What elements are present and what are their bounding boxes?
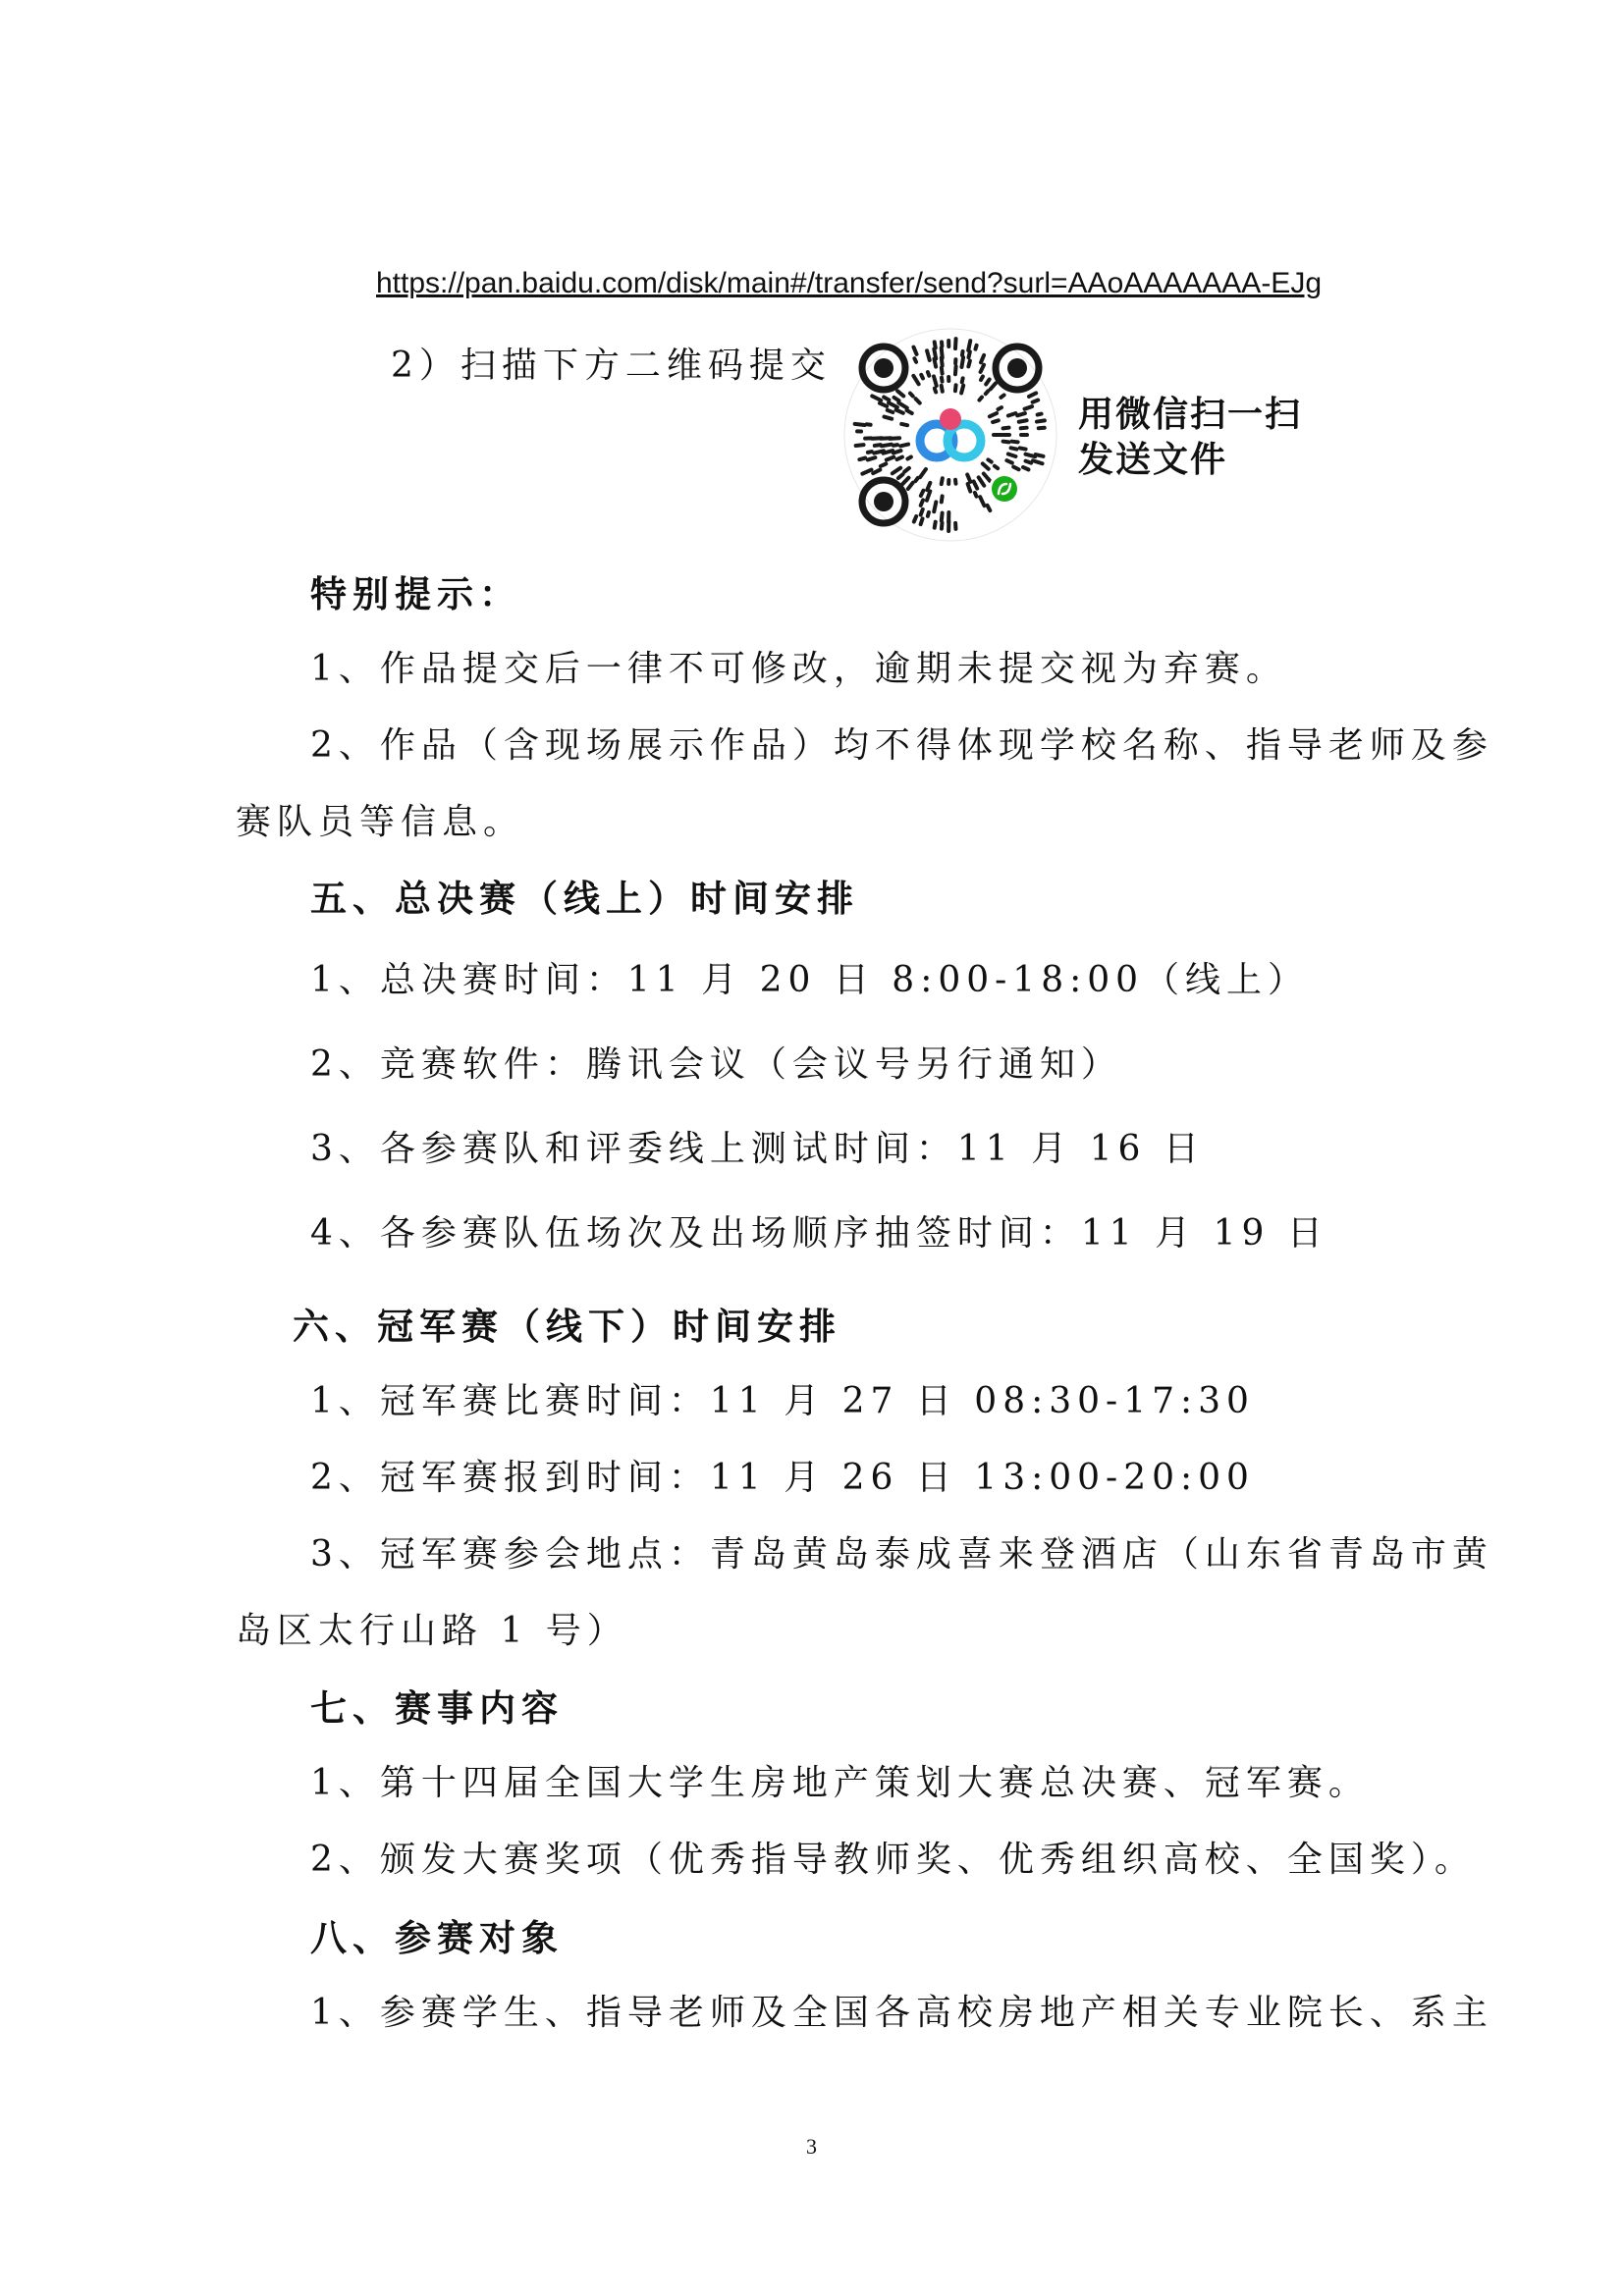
qr-dot [934,502,936,511]
qr-dot [1033,460,1043,463]
qr-dot [968,341,970,350]
qr-dot [962,351,963,355]
qr-dot [942,347,943,357]
qr-dot [998,407,1001,409]
qr-dot [888,410,893,412]
qr-dot [961,386,963,394]
section-item: 2、颁发大赛奖项（优秀指导教师奖、优秀组织高校、全国奖）。 [310,1840,1476,1880]
qr-dot [942,523,943,529]
special-notice-item: 1、作品提交后一律不可修改，逾期未提交视为弃赛。 [310,649,1287,689]
qr-code [842,327,1058,543]
qr-dot [881,463,886,465]
qr-dot [887,457,893,460]
qr-dot [935,342,936,347]
qr-dot [868,457,876,459]
qr-dot [1003,428,1009,429]
section-item: 2、冠军赛报到时间：11 月 26 日 13:00-20:00 [310,1458,1255,1498]
section-heading: 七、赛事内容 [310,1687,564,1730]
qr-dot [942,378,943,382]
section-heading: 八、参赛对象 [310,1917,564,1959]
qr-dot [1019,420,1027,421]
qr-dot [1025,406,1033,409]
qr-dot [942,386,943,392]
section-item: 1、冠军赛比赛时间：11 月 27 日 08:30-17:30 [310,1381,1255,1421]
qr-dot [1036,454,1044,456]
qr-dot [900,445,908,447]
qr-dot [1008,413,1016,416]
qr-dot [914,358,916,362]
page-number: 3 [806,2134,817,2159]
qr-dot [1021,428,1027,429]
qr-dot [1011,448,1017,449]
qr-dot [1038,414,1042,415]
qr-dot [921,375,923,379]
qr-dot [981,377,983,380]
qr-dot [986,380,989,385]
qr-dot [855,424,865,425]
qr-dot [986,391,989,394]
qr-dot [961,357,963,367]
qr-dot [894,398,899,400]
qr-dot [874,451,884,453]
qr-dot [921,509,923,515]
qr-dot [935,522,936,528]
qr-dot [875,445,881,446]
qr-dot [914,516,916,522]
section-item: 1、第十四届全国大学生房地产策划大赛总决赛、冠军赛。 [310,1763,1370,1803]
qr-dot [884,417,892,419]
qr-dot [955,366,956,374]
special-notice-item-continuation: 赛队员等信息。 [236,802,525,842]
special-notice-heading: 特别提示： [310,573,521,615]
qr-label-line2: 发送文件 [1078,440,1228,480]
qr-dot [907,457,910,459]
qr-dot [935,389,936,393]
section-item-continuation: 岛区太行山路 1 号） [236,1611,628,1651]
qr-dot [921,500,923,506]
qr-dot [1037,420,1045,421]
qr-dot [1033,400,1039,402]
qr-dot [859,458,865,460]
qr-dot [1006,460,1011,462]
qr-dot [995,466,998,468]
qr-dot [993,420,999,422]
qr-dot [942,368,943,374]
qr-dot [955,339,956,348]
qr-dot [896,457,901,460]
qr-dot [1001,395,1003,397]
qr-dot [942,513,943,521]
section-heading: 六、冠军赛（线下）时间安排 [293,1306,841,1348]
qr-dot [867,424,871,425]
qr-dot [975,493,977,497]
section-item: 4、各参赛队伍场次及出场顺序抽签时间：11 月 19 日 [310,1213,1328,1254]
qr-dot [921,518,923,524]
baidu-netdisk-logo-icon [911,396,990,474]
qr-dot [1017,413,1025,415]
qr-dot [907,410,912,413]
qr-dot [988,459,991,461]
qr-dot [942,478,943,484]
qr-dot [901,424,907,425]
qr-dot [934,349,936,359]
qr-dot [913,347,916,354]
submission-link[interactable]: https://pan.baidu.com/disk/main#/transfer/send?surl=AAoAAAAAAA-EJg [376,267,1323,299]
qr-dot [968,361,970,367]
section-item: 2、竞赛软件：腾讯会议（会议号另行通知） [310,1044,1122,1085]
qr-dot [1012,442,1018,443]
qr-dot [955,385,956,391]
qr-dot [882,445,892,447]
qr-dot [1013,467,1018,470]
qr-dot [884,398,889,400]
qr-dot [915,478,917,481]
qr-dot [928,512,929,516]
section-item: 1、总决赛时间：11 月 20 日 8:00-18:00（线上） [310,960,1310,1000]
qr-dot [968,484,971,492]
qr-dot [928,372,929,376]
qr-dot [893,445,897,446]
qr-dot [968,351,969,357]
section-item: 3、冠军赛参会地点：青岛黄岛泰成喜来登酒店（山东省青岛市黄 [310,1534,1493,1575]
qr-dot [1020,448,1026,449]
qr-dot [942,496,943,502]
qr-dot [921,491,924,496]
qr-dot [1025,461,1031,463]
qr-dot [927,350,930,360]
qr-dot [988,506,991,510]
wechat-badge-icon [989,473,1020,505]
qr-dot [1008,454,1016,456]
section-heading: 五、总决赛（线上）时间安排 [310,878,859,920]
qr-dot [910,394,913,397]
qr-dot [934,376,937,386]
qr-dot [975,346,976,349]
qr-dot [868,452,872,453]
section-item: 3、各参赛队和评委线上测试时间：11 月 16 日 [310,1129,1205,1169]
qr-code-image [842,327,1058,543]
qr-dot [856,445,864,446]
section-item: 1、参赛学生、指导老师及全国各高校房地产相关专业院长、系主 [310,1993,1493,2033]
qr-dot [979,398,982,400]
qr-dot [1003,442,1009,443]
qr-dot [962,378,963,382]
qr-label-line1: 用微信扫一扫 [1078,395,1303,435]
scan-instruction: 2）扫描下方二维码提交 [391,346,832,386]
qr-dot [1023,467,1028,469]
special-notice-item: 2、作品（含现场展示作品）均不得体现学校名称、指导老师及参 [310,725,1493,766]
